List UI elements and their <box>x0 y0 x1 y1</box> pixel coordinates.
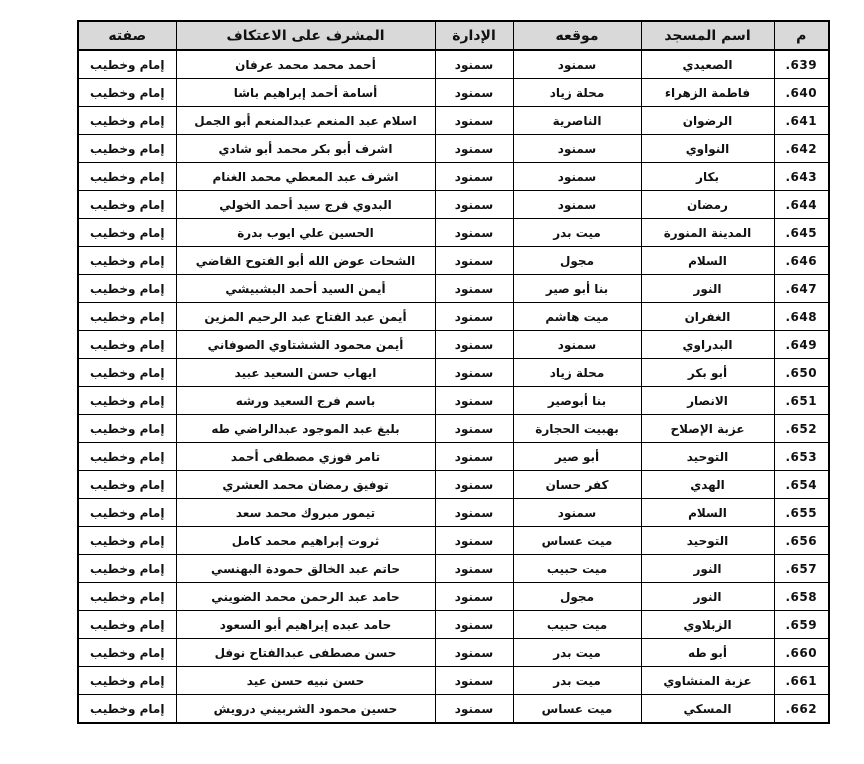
cell-mosque-name: أبو بكر <box>641 359 774 387</box>
header-row <box>78 21 829 50</box>
cell-number: .660 <box>774 639 829 667</box>
cell-administration: سمنود <box>435 50 513 79</box>
cell-role: إمام وخطيب <box>78 303 176 331</box>
table-row <box>78 527 829 555</box>
cell-location: ميت حبيب <box>513 611 641 639</box>
col-header-role: صفته <box>78 21 176 50</box>
cell-location: سمنود <box>513 163 641 191</box>
cell-location: مجول <box>513 247 641 275</box>
cell-role: إمام وخطيب <box>78 555 176 583</box>
cell-mosque-name: الصعيدي <box>641 50 774 79</box>
cell-number: .647 <box>774 275 829 303</box>
cell-number: .650 <box>774 359 829 387</box>
cell-administration: سمنود <box>435 611 513 639</box>
cell-number: .646 <box>774 247 829 275</box>
table-row <box>78 191 829 219</box>
cell-mosque-name: السلام <box>641 247 774 275</box>
cell-role: إمام وخطيب <box>78 387 176 415</box>
table-row <box>78 471 829 499</box>
cell-mosque-name: النور <box>641 555 774 583</box>
cell-itikaf-supervisor: الشحات عوض الله أبو الفتوح القاضي <box>176 247 435 275</box>
table-row <box>78 555 829 583</box>
cell-number: .654 <box>774 471 829 499</box>
cell-itikaf-supervisor: اشرف أبو بكر محمد أبو شادي <box>176 135 435 163</box>
mosques-table-container <box>77 20 830 724</box>
cell-number: .658 <box>774 583 829 611</box>
cell-administration: سمنود <box>435 387 513 415</box>
cell-number: .659 <box>774 611 829 639</box>
cell-administration: سمنود <box>435 275 513 303</box>
cell-location: ميت بدر <box>513 219 641 247</box>
cell-mosque-name: الغفران <box>641 303 774 331</box>
cell-number: .657 <box>774 555 829 583</box>
table-row <box>78 695 829 724</box>
cell-administration: سمنود <box>435 555 513 583</box>
table-body <box>78 50 829 723</box>
cell-role: إمام وخطيب <box>78 583 176 611</box>
cell-location: أبو صير <box>513 443 641 471</box>
cell-administration: سمنود <box>435 583 513 611</box>
cell-mosque-name: المدينة المنورة <box>641 219 774 247</box>
cell-number: .644 <box>774 191 829 219</box>
table-row <box>78 415 829 443</box>
cell-role: إمام وخطيب <box>78 275 176 303</box>
cell-number: .639 <box>774 50 829 79</box>
col-header-itikaf-supervisor: المشرف على الاعتكاف <box>176 21 435 50</box>
cell-mosque-name: السلام <box>641 499 774 527</box>
cell-number: .648 <box>774 303 829 331</box>
cell-itikaf-supervisor: حسين محمود الشربيني درويش <box>176 695 435 724</box>
cell-administration: سمنود <box>435 219 513 247</box>
cell-mosque-name: الانصار <box>641 387 774 415</box>
cell-number: .645 <box>774 219 829 247</box>
cell-mosque-name: الزبلاوي <box>641 611 774 639</box>
cell-role: إمام وخطيب <box>78 219 176 247</box>
table-row <box>78 247 829 275</box>
table-row <box>78 443 829 471</box>
cell-location: سمنود <box>513 135 641 163</box>
cell-location: كفر حسان <box>513 471 641 499</box>
cell-itikaf-supervisor: تامر فوزي مصطفى أحمد <box>176 443 435 471</box>
cell-administration: سمنود <box>435 471 513 499</box>
cell-administration: سمنود <box>435 79 513 107</box>
cell-number: .653 <box>774 443 829 471</box>
cell-mosque-name: التوحيد <box>641 443 774 471</box>
table-row <box>78 331 829 359</box>
table-row <box>78 611 829 639</box>
cell-itikaf-supervisor: حسن نبيه حسن عيد <box>176 667 435 695</box>
cell-number: .652 <box>774 415 829 443</box>
cell-mosque-name: رمضان <box>641 191 774 219</box>
cell-administration: سمنود <box>435 247 513 275</box>
cell-number: .641 <box>774 107 829 135</box>
cell-itikaf-supervisor: بليغ عبد الموجود عبدالراضي طه <box>176 415 435 443</box>
cell-location: سمنود <box>513 50 641 79</box>
cell-itikaf-supervisor: توفيق رمضان محمد العشري <box>176 471 435 499</box>
cell-itikaf-supervisor: اشرف عبد المعطي محمد الغنام <box>176 163 435 191</box>
cell-location: ميت حبيب <box>513 555 641 583</box>
cell-role: إمام وخطيب <box>78 331 176 359</box>
cell-role: إمام وخطيب <box>78 107 176 135</box>
cell-itikaf-supervisor: الحسين علي ايوب بدرة <box>176 219 435 247</box>
cell-itikaf-supervisor: حامد عبده إبراهيم أبو السعود <box>176 611 435 639</box>
cell-location: ميت عساس <box>513 695 641 724</box>
cell-role: إمام وخطيب <box>78 163 176 191</box>
cell-itikaf-supervisor: أيمن محمود الششتاوي الصوفاني <box>176 331 435 359</box>
cell-role: إمام وخطيب <box>78 359 176 387</box>
cell-number: .655 <box>774 499 829 527</box>
cell-administration: سمنود <box>435 639 513 667</box>
cell-itikaf-supervisor: تيمور مبروك محمد سعد <box>176 499 435 527</box>
mosques-table <box>77 20 830 724</box>
cell-administration: سمنود <box>435 415 513 443</box>
cell-administration: سمنود <box>435 359 513 387</box>
cell-location: سمنود <box>513 331 641 359</box>
cell-itikaf-supervisor: ايهاب حسن السعيد عبيد <box>176 359 435 387</box>
cell-administration: سمنود <box>435 331 513 359</box>
table-row <box>78 163 829 191</box>
table-row <box>78 219 829 247</box>
cell-administration: سمنود <box>435 443 513 471</box>
cell-itikaf-supervisor: أيمن السيد أحمد البشبيشي <box>176 275 435 303</box>
cell-itikaf-supervisor: أسامة أحمد إبراهيم باشا <box>176 79 435 107</box>
cell-itikaf-supervisor: البدوي فرج سيد أحمد الخولي <box>176 191 435 219</box>
cell-location: الناصرية <box>513 107 641 135</box>
cell-location: مجول <box>513 583 641 611</box>
cell-mosque-name: التوحيد <box>641 527 774 555</box>
cell-location: ميت بدر <box>513 667 641 695</box>
cell-mosque-name: فاطمة الزهراء <box>641 79 774 107</box>
cell-role: إمام وخطيب <box>78 499 176 527</box>
cell-number: .649 <box>774 331 829 359</box>
cell-mosque-name: النواوي <box>641 135 774 163</box>
cell-administration: سمنود <box>435 107 513 135</box>
table-row <box>78 583 829 611</box>
table-row <box>78 275 829 303</box>
cell-itikaf-supervisor: ثروت إبراهيم محمد كامل <box>176 527 435 555</box>
cell-administration: سمنود <box>435 527 513 555</box>
cell-itikaf-supervisor: حامد عبد الرحمن محمد الضويني <box>176 583 435 611</box>
cell-itikaf-supervisor: حاتم عبد الخالق حمودة البهنسي <box>176 555 435 583</box>
cell-role: إمام وخطيب <box>78 639 176 667</box>
cell-location: بهبيت الحجارة <box>513 415 641 443</box>
cell-number: .661 <box>774 667 829 695</box>
cell-itikaf-supervisor: باسم فرج السعيد ورشه <box>176 387 435 415</box>
cell-location: ميت بدر <box>513 639 641 667</box>
cell-mosque-name: الرضوان <box>641 107 774 135</box>
cell-location: سمنود <box>513 499 641 527</box>
table-row <box>78 107 829 135</box>
cell-role: إمام وخطيب <box>78 191 176 219</box>
cell-number: .651 <box>774 387 829 415</box>
cell-administration: سمنود <box>435 135 513 163</box>
cell-number: .642 <box>774 135 829 163</box>
cell-role: إمام وخطيب <box>78 611 176 639</box>
col-header-number: م <box>774 21 829 50</box>
cell-mosque-name: النور <box>641 583 774 611</box>
cell-mosque-name: عزبة المنشاوي <box>641 667 774 695</box>
col-header-mosque-name: اسم المسجد <box>641 21 774 50</box>
table-header <box>78 21 829 50</box>
cell-itikaf-supervisor: أيمن عبد الفتاح عبد الرحيم المزين <box>176 303 435 331</box>
cell-role: إمام وخطيب <box>78 135 176 163</box>
cell-administration: سمنود <box>435 499 513 527</box>
cell-location: بنا أبو صير <box>513 275 641 303</box>
cell-location: سمنود <box>513 191 641 219</box>
cell-number: .640 <box>774 79 829 107</box>
cell-location: ميت عساس <box>513 527 641 555</box>
cell-mosque-name: البدراوي <box>641 331 774 359</box>
cell-role: إمام وخطيب <box>78 443 176 471</box>
cell-mosque-name: الهدي <box>641 471 774 499</box>
cell-role: إمام وخطيب <box>78 667 176 695</box>
col-header-administration: الإدارة <box>435 21 513 50</box>
cell-location: محلة زياد <box>513 359 641 387</box>
cell-role: إمام وخطيب <box>78 50 176 79</box>
cell-location: بنا أبوصير <box>513 387 641 415</box>
col-header-location: موقعه <box>513 21 641 50</box>
table-row <box>78 387 829 415</box>
cell-number: .643 <box>774 163 829 191</box>
cell-number: .662 <box>774 695 829 724</box>
cell-administration: سمنود <box>435 163 513 191</box>
table-row <box>78 79 829 107</box>
table-row <box>78 303 829 331</box>
cell-administration: سمنود <box>435 303 513 331</box>
cell-mosque-name: عزبة الإصلاح <box>641 415 774 443</box>
cell-administration: سمنود <box>435 191 513 219</box>
cell-itikaf-supervisor: حسن مصطفى عبدالفتاح نوفل <box>176 639 435 667</box>
cell-mosque-name: أبو طه <box>641 639 774 667</box>
cell-number: .656 <box>774 527 829 555</box>
cell-administration: سمنود <box>435 695 513 724</box>
cell-role: إمام وخطيب <box>78 247 176 275</box>
cell-itikaf-supervisor: اسلام عبد المنعم عبدالمنعم أبو الجمل <box>176 107 435 135</box>
cell-location: ميت هاشم <box>513 303 641 331</box>
table-row <box>78 50 829 79</box>
cell-location: محلة زياد <box>513 79 641 107</box>
cell-mosque-name: المسكي <box>641 695 774 724</box>
cell-role: إمام وخطيب <box>78 79 176 107</box>
cell-role: إمام وخطيب <box>78 415 176 443</box>
cell-role: إمام وخطيب <box>78 527 176 555</box>
cell-administration: سمنود <box>435 667 513 695</box>
cell-mosque-name: النور <box>641 275 774 303</box>
table-row <box>78 639 829 667</box>
table-row <box>78 135 829 163</box>
cell-role: إمام وخطيب <box>78 471 176 499</box>
table-row <box>78 499 829 527</box>
cell-itikaf-supervisor: أحمد محمد محمد عرفان <box>176 50 435 79</box>
cell-mosque-name: بكار <box>641 163 774 191</box>
cell-role: إمام وخطيب <box>78 695 176 724</box>
table-row <box>78 359 829 387</box>
table-row <box>78 667 829 695</box>
